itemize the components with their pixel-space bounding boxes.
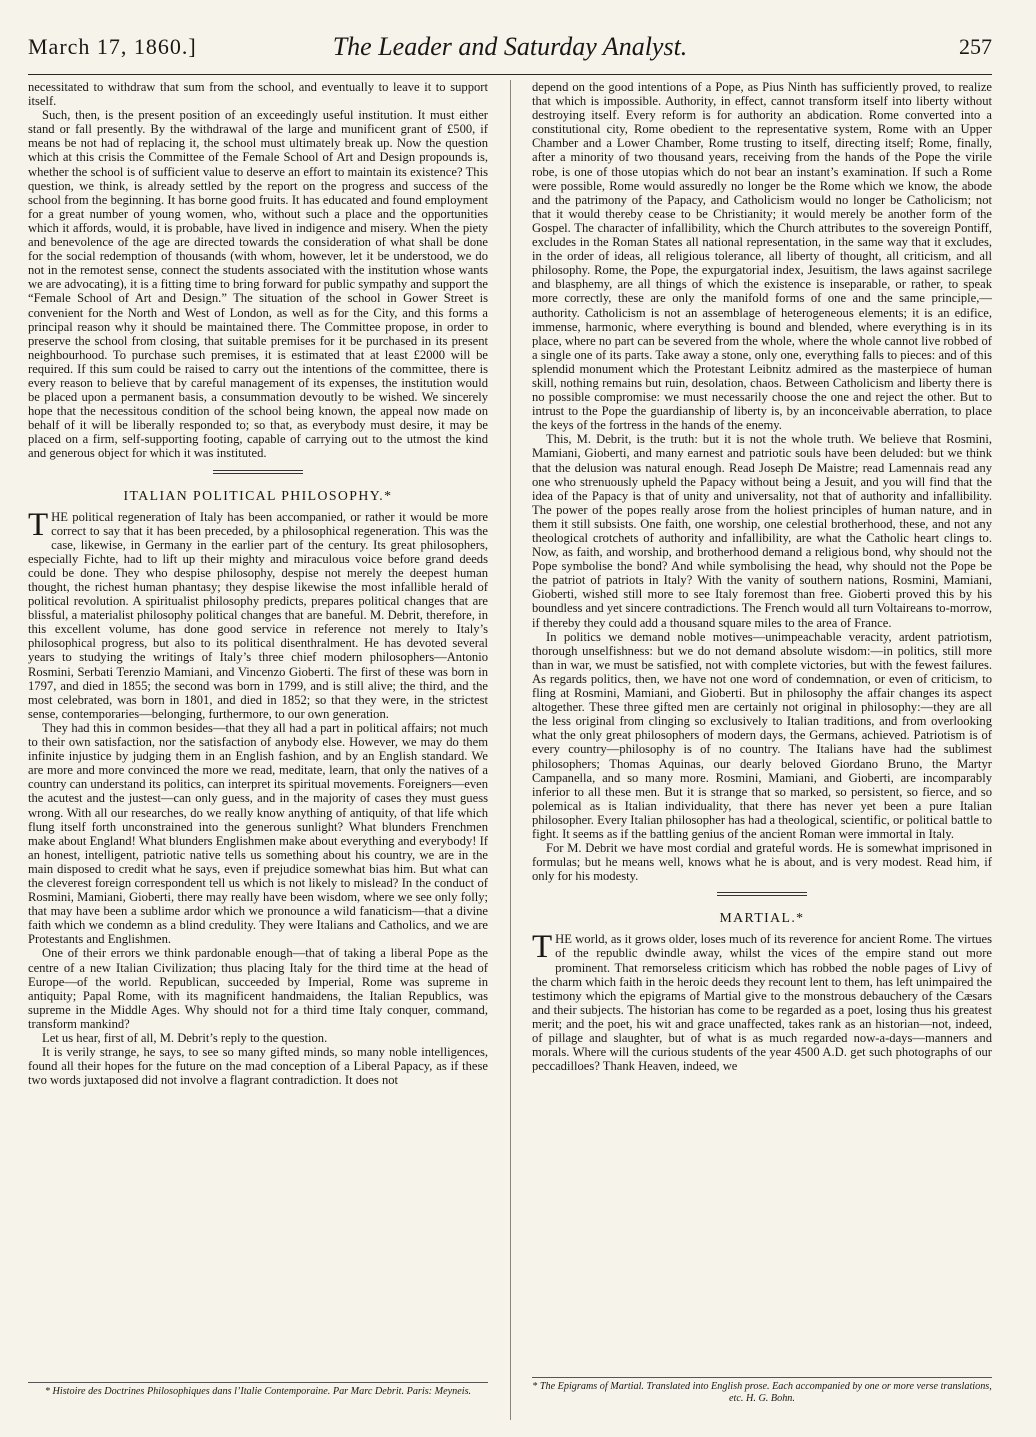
publication-title: The Leader and Saturday Analyst.	[332, 32, 688, 61]
section-divider	[717, 892, 807, 896]
footnote-italian-philosophy: * Histoire des Doctrines Philosophiques dans l’Italie Contemporaine. Par Marc Debrit. Paris: Meyneis.	[28, 1382, 488, 1398]
issue-date: March 17, 1860.]	[28, 34, 197, 59]
right-column	[532, 80, 992, 1073]
page-number: 257	[959, 34, 992, 59]
article-paragraph	[28, 506, 488, 721]
article-paragraph: Such, then, is the present position of an exceedingly useful institution. It must either stand or fall presently. By the withdrawal of the large and munificent grant of £500, if means be not had of replacing it, the school must ultimately break up. Now the question which at this crisis the Committee of the Female School of Art and Design propounds is, whether the school is of sufficient value to deserve an effort to maintain its existence? This question, we think, is already settled by the report on the progress and success of the school from the beginning. It has borne good fruits. It has educated and found employment for a great number of young women, who, without such a place and the opportunities which it affords, would, it is probable, have lived in indigence and misery. When the piety and benevolence of the age are directed towards the consideration of what shall be done for the social redemption of thousands (with whom, however, let it be understood, we do not in the remotest sense, connect the students associated with the institution whose wants we are advocating), it is a fitting time to bring forward for public sympathy and support the “Female School of Art and Design.” The situation of the school in Gower Street is convenient for the North and West of London, as well as for the City, and this forms a principal reason why it should be maintained there. The Committee propose, in order to preserve the school from closing, that suitable premises for it be purchased in its present neighbourhood. To purchase such premises, it is estimated that at least £2000 will be required. If this sum could be raised to carry out the intentions of the committee, there is every reason to believe that by careful management of its expenses, the institution would be placed upon a permanent basis, a consummation devoutly to be wished. We sincerely hope that the necessitous condition of the school being known, the appeal now made on behalf of it will be liberally responded to; so that, as everybody must desire, it may be placed on a firm, self-supporting footing, capable of carrying out to the utmost the kind and generous object for which it was instituted.	[28, 108, 488, 461]
page-header	[28, 32, 992, 75]
paragraph-text: HE political regeneration of Italy has been accompanied, or rather it would be more correct to say that it has been preceded, by a philosophical regeneration. This was the case, likewise, in Germany in the earlier part of the century. Its great philosophers, especially Fichte, had to lift up their mighty and miraculous voice before grand deeds could be done. They who despise philosophy, despise not merely the deepest human thought, the richest human phantasy; they despise likewise the most infallible herald of political revolution. A spiritualist philosophy predicts, prepares political changes that are blissful, a materialist philosophy political changes that are baneful. M. Debrit, therefore, in this excellent volume, has done good service in reference not merely to Italy’s philosophical progress, but also to its political disenthralment. He has devoted several years to studying the writings of Italy’s three chief modern philosophers—Antonio Rosmini, Serbati Terenzio Mamiani, and Vincenzo Gioberti. The first of these was born in 1797, and died in 1855; the second was born in 1799, and is still alive; the third, and the most celebrated, was born in 1801, and died in 1852; so that they were, in the strictest sense, contemporaries—belonging, furthermore, to our own generation.	[28, 509, 488, 721]
column-divider	[510, 80, 511, 1420]
article-paragraph: Let us hear, first of all, M. Debrit’s reply to the question.	[42, 1031, 328, 1045]
section-divider	[213, 470, 303, 474]
article-paragraph: In politics we demand noble motives—unimpeachable veracity, ardent patriotism, thorough unselfishness: but we do not demand absolute wisdom:—in politics, still more than in war, we must be satisfied, not with complete victories, but with the fewest failures. As regards politics, then, we have not one word of condemnation, or even of criticism, to fling at Rosmini, Mamiani, and Gioberti. But in philosophy the affair changes its aspect altogether. These three gifted men are certainly not original in philosophy:—they are all the less original from clinging so exclusively to Italian traditions, and from overlooking what the only great philosophers of modern days, the Germans, achieved. Patriotism is of every country—philosophy is of no country. The Italians have had the sublimest philosophers; Thomas Aquinas, our dearly beloved Giordano Bruno, the Martyr Campanella, and so many more. Rosmini, Mamiani, and Gioberti, are incomparably inferior to all these men. But it is strange that so marked, so persistent, so fierce, and so polemical as is Italian individuality, that there has never yet been a pure Italian philosopher. Every Italian philosopher has had a theological, scientific, or political battle to fight. It seems as if the battling genius of the ancient Roman were immortal in Italy.	[532, 629, 992, 841]
left-column	[28, 80, 488, 1087]
footnote-martial: * The Epigrams of Martial. Translated into English prose. Each accompanied by one or more verse translations, etc. H. G. Bohn.	[532, 1377, 992, 1405]
article-paragraph: depend on the good intentions of a Pope, as Pius Ninth has sufficiently proved, to realize that which is impossible. Authority, in effect, cannot transform itself into liberty without destroying itself. Every reform is for authority an abdication. Rome converted into a constitutional city, Rome obedient to the representative system, Rome with an Upper Chamber and a Lower Chamber, Rome trusting to itself, directing itself; Rome, finally, after a minority of two thousand years, receiving from the hands of the Pope the virile robe, is one of those utopias which do not bear an instant’s examination. If such a Rome were possible, Rome would assuredly no longer be the Rome which we know, the abode and the patrimony of the Papacy, and Catholicism would no longer be Catholicism; not that it would thereby cease to be Christianity; it would merely be another form of the Gospel. The character of infallibility, which the Church attributes to the sovereign Pontiff, excludes in the Roman States all national representation, in the same way that it excludes, in the order of ideas, all religious tolerance, all liberty of thought, all criticism, and all philosophy. Rome, the Pope, the expurgatorial index, Jesuitism, the laws against sacrilege and blasphemy, are all things of which the existence is inseparable, or rather, to speak more correctly, these are only the manifold forms of one and the same principle,—authority. Catholicism is not an assemblage of heterogeneous elements; it is an edifice, immense, harmonic, where everything is bound and blended, where everything is in its place, where no part can be severed from the whole, where the whole cannot live robbed of a single one of its parts. Take away a stone, only one, everything falls to pieces: and of this splendid monument which the Protestant Leibnitz admired as the masterpiece of human skill, nothing remains but ruin, desolation, chaos. Between Catholicism and liberty there is no possible compromise: we must necessarily choose the one and reject the other. But to intrust to the Pope the guardianship of liberty is, by an inconceivable aberration, to place the keys of the fortress in the hands of the enemy.	[532, 80, 992, 433]
article-paragraph: This, M. Debrit, is the truth: but it is not the whole truth. We believe that Rosmini, Mamiani, Gioberti, and many earnest and patriotic souls have been deluded: but we think that the delusion was natural enough. Read Joseph De Maistre; read Lamennais read any one who strenuously upheld the Papacy without being a Jesuit, and you will find that the idea of the Papacy is that of unity and universality, not that of authority and infallibility. The power of the popes really arose from the holiest principles of human nature, and in them it still subsists. One faith, one worship, one celestial brotherhood, these, and not any theological crotchets of authority and infallibility, are what the Catholic heart clings to. Now, as faith, and worship, and brotherhood demand a religious bond, why should not the Pope symbolise the bond? And while symbolising the head, why should not the Pope be the patriot of patriots in Italy? With the vanity of southern nations, Rosmini, Mamiani, Gioberti, wished still more to see Italy foremost than free. Gioberti proved this by his boundless and yet sincere contradictions. The French would all turn Voltaireans to-morrow, if thereby they could add a thousand square miles to the area of France.	[532, 432, 992, 630]
drop-cap: T	[532, 929, 553, 966]
article-paragraph: It is verily strange, he says, to see so many gifted minds, so many noble intelligences, found all their hopes for the future on the mad conception of a Liberal Papacy, as if these two words juxtaposed did not involve a flagrant contradiction. It does not	[28, 1045, 488, 1088]
article-paragraph: For M. Debrit we have most cordial and grateful words. He is somewhat imprisoned in formulas; but he means well, knows what he is about, and is very modest. Read him, if only for his modesty.	[532, 841, 992, 884]
article-paragraph: They had this in common besides—that they all had a part in political affairs; not much to their own satisfaction, nor the satisfaction of anybody else. However, we may do them infinite injustice by judging them in an English fashion, and by an English standard. We are more and more convinced the more we read, meditate, learn, that only the natives of a country can understand its politics, can interpret its spiritual movements. Foreigners—even the acutest and the justest—can only guess, and in the majority of cases they must guess wrong. With all our researches, do we really know anything of antiquity, of that life which flung itself forth unconstrained into the generous sunlight? What blunders Frenchmen make about England! What blunders Englishmen make about everything and everybody! If an honest, intelligent, patriotic native tells us something about his country, we are in the main disposed to credit what he says, even if prejudice somewhat bias him. But what can the cleverest foreign correspondent tell us which is not likely to mislead? In the conduct of Rosmini, Mamiani, Gioberti, there may really have been wisdom, where we see only folly; that may have been a sublime ardor which we pronounce a wild fanaticism—that a divine faith which we condemn as a blind credulity. They were Italians and Catholics, and we are Protestants and Englishmen.	[28, 720, 488, 947]
section-heading-italian-philosophy: ITALIAN POLITICAL PHILOSOPHY.*	[123, 487, 393, 503]
article-paragraph: necessitated to withdraw that sum from the school, and eventually to leave it to support itself.	[28, 80, 488, 109]
drop-cap: T	[28, 506, 49, 543]
article-paragraph	[532, 929, 992, 1074]
paragraph-text: HE world, as it grows older, loses much of its reverence for ancient Rome. The virtues of the republic dwindle away, whilst the vices of the empire stand out more prominent. That remorseless criticism which has robbed the noble pages of Livy of the charm which faith in the heroic deeds they recount lent to them, has left unimpaired the testimony which the epigrams of Martial give to the monstrous debauchery of the Cæsars and their subjects. The historian has come to be regarded as a poet, losing thus his greatest merit; and the poet, his wit and grace unaffected, takes rank as an historian—not, indeed, of pillage and slaughter, but of what is as much regarded now-a-days—manners and morals. Where will the curious students of the year 4500 A.D. get such photographs of our peccadilloes? Thank Heaven, indeed, we	[532, 932, 992, 1074]
section-heading-martial: MARTIAL.*	[719, 910, 805, 926]
article-paragraph: One of their errors we think pardonable enough—that of taking a liberal Pope as the centre of a new Italian Civilization; thus placing Italy for the third time at the head of Europe—of the world. Republican, succeeded by Imperial, Rome was supreme in antiquity; Papal Rome, with its magnificent handmaidens, the Italian Republics, was supreme in the Middle Ages. Why should not for a third time Italy conquer, command, transform mankind?	[28, 946, 488, 1031]
